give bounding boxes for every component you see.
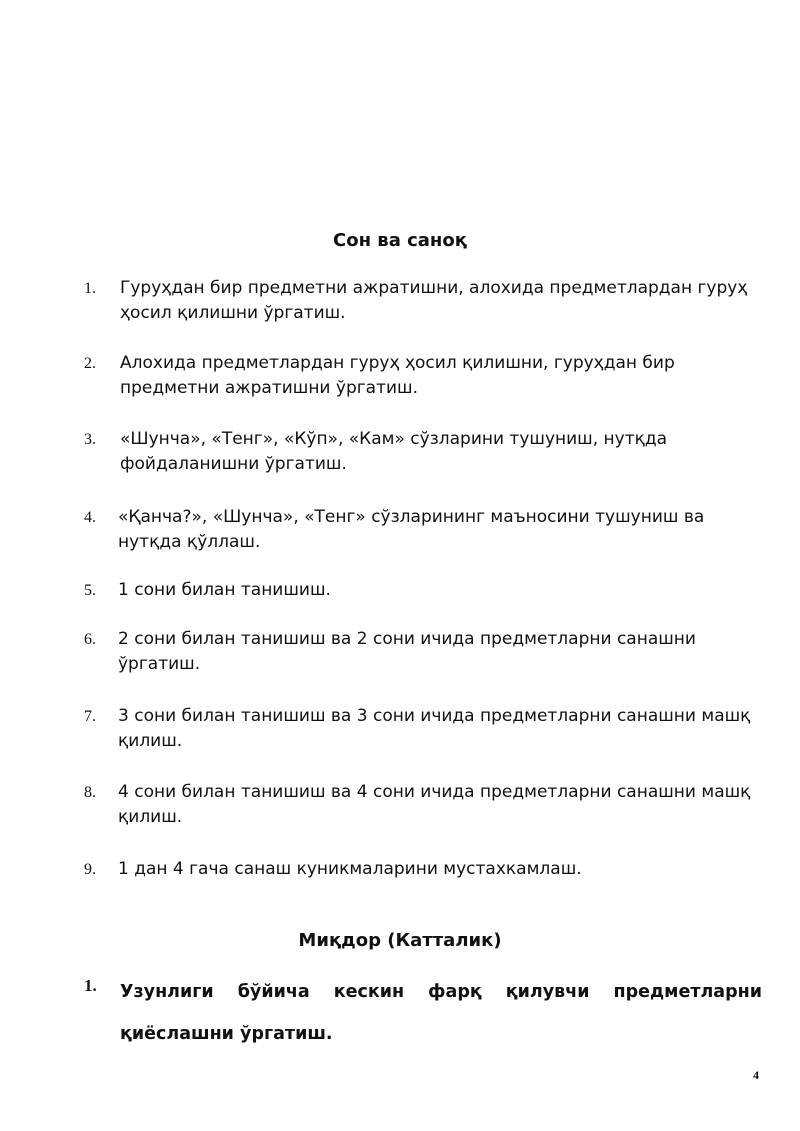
list-item-number: 2.: [84, 355, 96, 372]
list-item-number: 1.: [84, 976, 97, 995]
list-item-number: 7.: [84, 708, 96, 725]
list-item-number: 6.: [84, 631, 96, 648]
page-number: 4: [753, 1068, 759, 1082]
list-item-text: «Шунча», «Тенг», «Кўп», «Кам» сўзларини тушуниш, нутқда фойдаланишни ўргатиш.: [120, 429, 668, 474]
list-item-text: 4 сони билан танишиш ва 4 сони ичида предметларни санашни машқ қилиш.: [118, 782, 751, 827]
list-item-number: 8.: [84, 784, 96, 801]
list-item-text: 1 сони билан танишиш.: [118, 580, 331, 600]
list-item-number: 5.: [84, 582, 96, 599]
list-item: [84, 971, 762, 1055]
list-item-number: 1.: [84, 280, 96, 297]
list-item: [84, 857, 764, 882]
list-item-text: 2 сони билан танишиш ва 2 сони ичида предметларни санашни ўргатиш.: [118, 629, 696, 674]
section-heading-count: Сон ва саноқ: [333, 230, 467, 251]
list-item: [84, 505, 764, 555]
list-item: [84, 780, 764, 830]
list-item-text: «Қанча?», «Шунча», «Тенг» сўзларининг маъносини тушуниш ва нутқда қўллаш.: [118, 507, 705, 552]
list-item-text: Гуруҳдан бир предметни ажратишни, алохида предметлардан гуруҳ ҳосил қилишни ўргатиш.: [120, 278, 748, 323]
list-item-number: 9.: [84, 861, 96, 878]
list-item: [84, 276, 764, 326]
list-item-text: 3 сони билан танишиш ва 3 сони ичида предметларни санашни машқ қилиш.: [118, 706, 751, 751]
list-item-text: Узунлиги бўйича кескин фарқ қилувчи предметларни қиёслашни ўргатиш.: [120, 982, 762, 1044]
list-item: [84, 351, 764, 401]
list-item-text: 1 дан 4 гача санаш куникмаларини мустахкамлаш.: [118, 859, 582, 879]
list-item-text: Алохида предметлардан гуруҳ ҳосил қилишни, гуруҳдан бир предметни ажратишни ўргатиш.: [120, 353, 675, 398]
list-item-number: 3.: [84, 431, 96, 448]
list-item: [84, 627, 764, 677]
section-heading-quantity: Миқдор (Катталик): [298, 930, 502, 951]
list-item-number: 4.: [84, 509, 96, 526]
list-item: [84, 704, 764, 754]
list-item: [84, 427, 764, 477]
list-item: [84, 578, 764, 603]
